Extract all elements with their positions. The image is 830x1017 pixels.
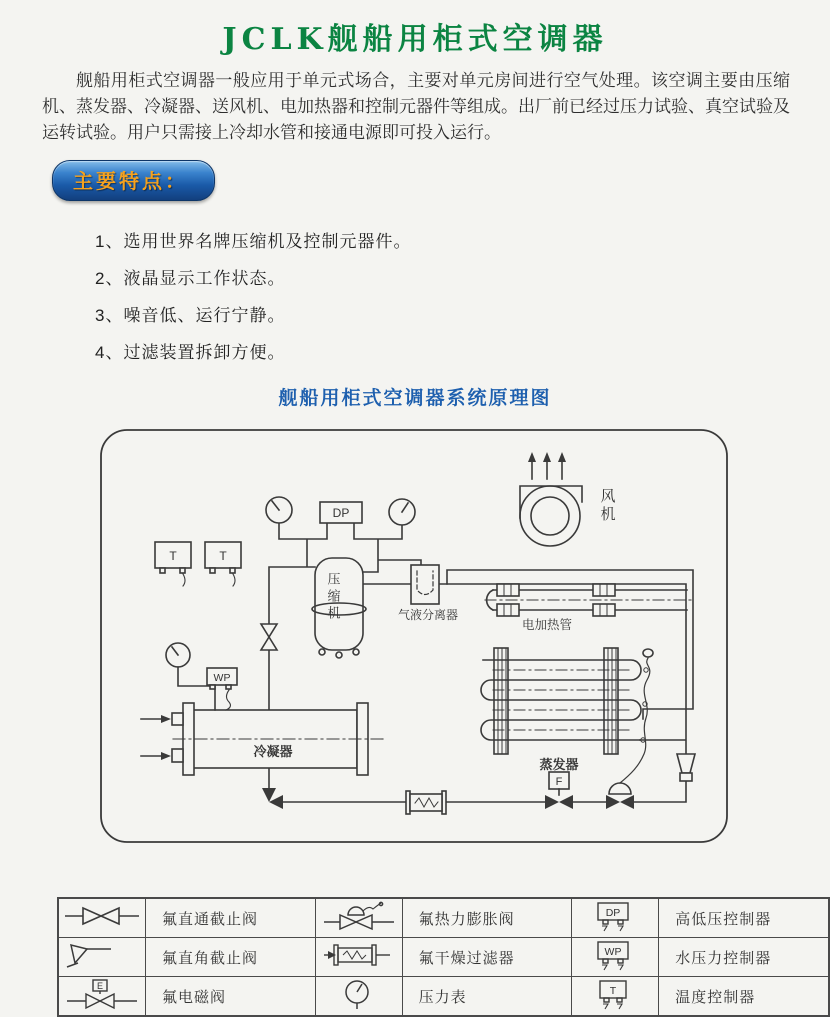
- feature-item: 2、液晶显示工作状态。: [95, 269, 286, 288]
- fan-label: 风机: [598, 488, 616, 524]
- evaporator-label: 蒸发器: [539, 757, 579, 772]
- features-heading-badge: 主要特点：: [52, 160, 215, 201]
- pressure-gauge-symbol: [389, 499, 415, 525]
- angle-stop-valve-symbol: [262, 788, 283, 809]
- heater-label: 电加热管: [521, 618, 573, 632]
- diagram-border: [101, 430, 727, 842]
- legend-label: 高低压控制器: [659, 898, 829, 938]
- dp-label: DP: [332, 506, 350, 520]
- stop-valve-symbol: [261, 624, 277, 650]
- temperature-controller-icon: [576, 978, 654, 1010]
- airflow-arrow: [528, 452, 536, 462]
- legend-label: 氟直通截止阀: [145, 898, 315, 938]
- legend-label: 氟直角截止阀: [145, 938, 315, 977]
- filter-drier-icon: [320, 940, 398, 970]
- water-inlet-arrow: [161, 715, 171, 723]
- legend-label: 压力表: [402, 977, 572, 1017]
- legend-row: [58, 938, 829, 977]
- gas-liquid-separator-symbol: [411, 565, 439, 604]
- feature-item: 1、选用世界名牌压缩机及控制元器件。: [95, 232, 412, 251]
- pressure-gauge-symbol: [266, 497, 292, 523]
- feature-item: 3、噪音低、运行宁静。: [95, 306, 286, 325]
- electric-heater-symbol: [485, 584, 693, 616]
- legend-label: 氟干燥过滤器: [402, 938, 572, 977]
- legend-label: 温度控制器: [659, 977, 829, 1017]
- compressor-label: 压缩机: [325, 572, 341, 623]
- wp-badge: WP: [604, 946, 622, 958]
- dp-badge: DP: [606, 907, 621, 919]
- angle-stop-valve-icon: [63, 940, 141, 970]
- pressure-gauge-icon: [320, 978, 398, 1010]
- high-low-pressure-controller-icon: [576, 900, 654, 932]
- sensing-bulb: [643, 649, 653, 657]
- straight-stop-valve-icon: [63, 901, 141, 931]
- fan-symbol: [520, 452, 582, 546]
- airflow-arrow: [543, 452, 551, 462]
- wp-label: WP: [213, 672, 231, 684]
- page-title: JCLK舰船用柜式空调器: [222, 22, 608, 57]
- water-inlet-arrow: [161, 752, 171, 760]
- legend-row: [58, 977, 829, 1017]
- diagram-title: 舰船用柜式空调器系统原理图: [278, 388, 552, 409]
- features-list: [95, 227, 830, 363]
- airflow-arrow: [558, 452, 566, 462]
- condenser-label: 冷凝器: [253, 744, 293, 759]
- separator-label: 气液分离器: [397, 608, 459, 622]
- distributor-symbol: [677, 754, 695, 781]
- intro-paragraph: 舰船用柜式空调器一般应用于单元式场合，主要对单元房间进行空气处理。该空调主要由压缩机、蒸发器、冷凝器、送风机、电加热器和控制元器件等组成。出厂前已经过压力试验、真空试验及运转试验。用户只需接上冷却水管和接通电源即可投入运行。: [42, 71, 790, 142]
- t2-label: T: [219, 549, 227, 563]
- feature-item: 4、过滤装置拆卸方便。: [95, 343, 286, 362]
- e-badge: E: [96, 981, 103, 991]
- condenser-symbol: [141, 703, 385, 775]
- evaporator-symbol: [481, 648, 641, 754]
- water-pressure-controller-icon: [576, 939, 654, 971]
- legend-label: 氟电磁阀: [145, 977, 315, 1017]
- f-label: F: [555, 776, 563, 788]
- system-schematic-diagram: [95, 422, 735, 852]
- solenoid-valve-icon: [63, 978, 141, 1010]
- t1-label: T: [169, 549, 177, 563]
- diagram-container: [95, 422, 735, 857]
- legend-label: 氟热力膨胀阀: [402, 898, 572, 938]
- filter-drier-symbol: [406, 791, 446, 814]
- thermal-expansion-valve-symbol: [606, 649, 653, 809]
- legend-row: [58, 898, 829, 938]
- thermal-expansion-valve-icon: [320, 901, 398, 931]
- t-badge: T: [610, 985, 617, 997]
- legend-label: 水压力控制器: [659, 938, 829, 977]
- symbol-legend-table: [57, 897, 830, 1017]
